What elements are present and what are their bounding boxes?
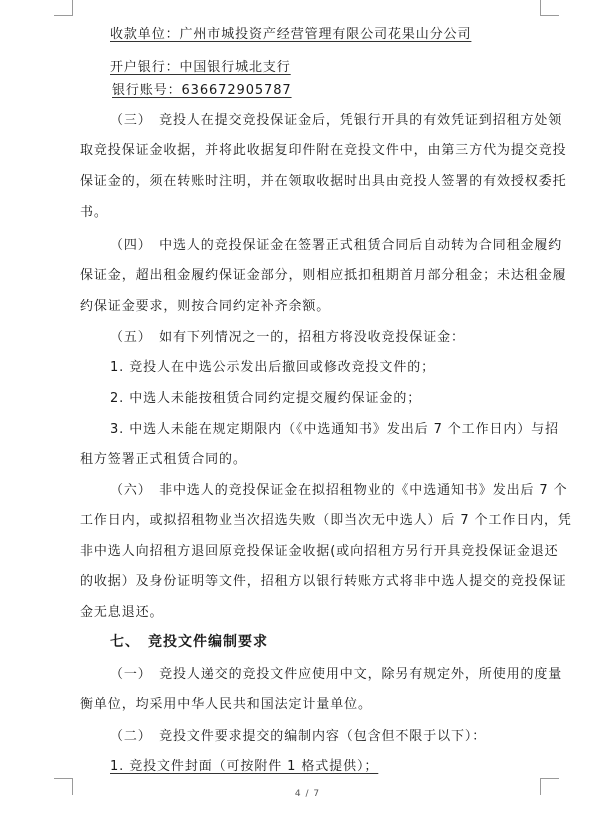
list-item: 1. 竞投人在中选公示发出后撤回或修改竞投文件的； xyxy=(110,360,436,375)
paragraph-line: 金无息退还。 xyxy=(80,605,164,620)
crop-mark-top-left xyxy=(54,0,73,16)
paragraph-line: （一） 竞投人递交的竞投文件应使用中文，除另有规定外，所使用的度量 xyxy=(110,667,563,682)
list-item: 2. 中选人未能按租赁合同约定提交履约保证金的； xyxy=(110,391,422,406)
account-line: 银行账号：636672905787 xyxy=(112,83,292,98)
paragraph-line: 衡单位，均采用中华人民共和国法定计量单位。 xyxy=(80,697,372,712)
page-number: 4 / 7 xyxy=(294,789,321,799)
paragraph-line: （三） 竞投人在提交竞投保证金后，凭银行开具的有效凭证到招租方处领 xyxy=(110,113,563,128)
paragraph-line: （二） 竞投文件要求提交的编制内容（包含但不限于以下）： xyxy=(110,729,487,744)
paragraph-line: （五） 如有下列情况之一的，招租方将没收竞投保证金： xyxy=(110,330,465,345)
list-item: 1. 竞投文件封面（可按附件 1 格式提供）； xyxy=(110,759,379,774)
list-item: 3. 中选人未能在规定期限内（《中选通知书》发出后 7 个工作日内）与招 xyxy=(110,422,559,437)
paragraph-line: 保证金，超出租金履约保证金部分，则相应抵扣租期首月部分租金；未达租金履 xyxy=(80,268,567,283)
paragraph-line: （四） 中选人的竞投保证金在签署正式租赁合同后自动转为合同租金履约 xyxy=(110,238,563,253)
section-heading: 七、 竞投文件编制要求 xyxy=(110,634,268,650)
paragraph-line: 约保证金要求，则按合同约定补齐余额。 xyxy=(80,299,331,314)
paragraph-line: 保证金的，须在转账时注明，并在领取收据时出具由竞投人签署的有效授权委托 xyxy=(80,174,567,189)
crop-mark-top-right xyxy=(540,0,559,16)
list-item: 租方签署正式租赁合同的。 xyxy=(80,452,247,467)
paragraph-line: 取竞投保证金收据，并将此收据复印件附在竞投文件中，由第三方代为提交竞投 xyxy=(80,143,567,158)
payee-line: 收款单位：广州市城投资产经营管理有限公司花果山分公司 xyxy=(110,27,472,42)
paragraph-line: （六） 非中选人的竞投保证金在拟招租物业的《中选通知书》发出后 7 个 xyxy=(110,483,568,498)
paragraph-line: 非中选人向招租方退回原竞投保证金收据(或向招租方另行开具竞投保证金退还 xyxy=(80,544,559,559)
bank-line: 开户银行：中国银行城北支行 xyxy=(110,60,291,75)
paragraph-line: 的收据）及身份证明等文件，招租方以银行转账方式将非中选人提交的竞投保证 xyxy=(80,574,567,589)
paragraph-line: 书。 xyxy=(80,205,108,220)
paragraph-line: 工作日内，或拟招租物业当次招选失败（即当次无中选人）后 7 个工作日内，凭 xyxy=(80,513,572,528)
